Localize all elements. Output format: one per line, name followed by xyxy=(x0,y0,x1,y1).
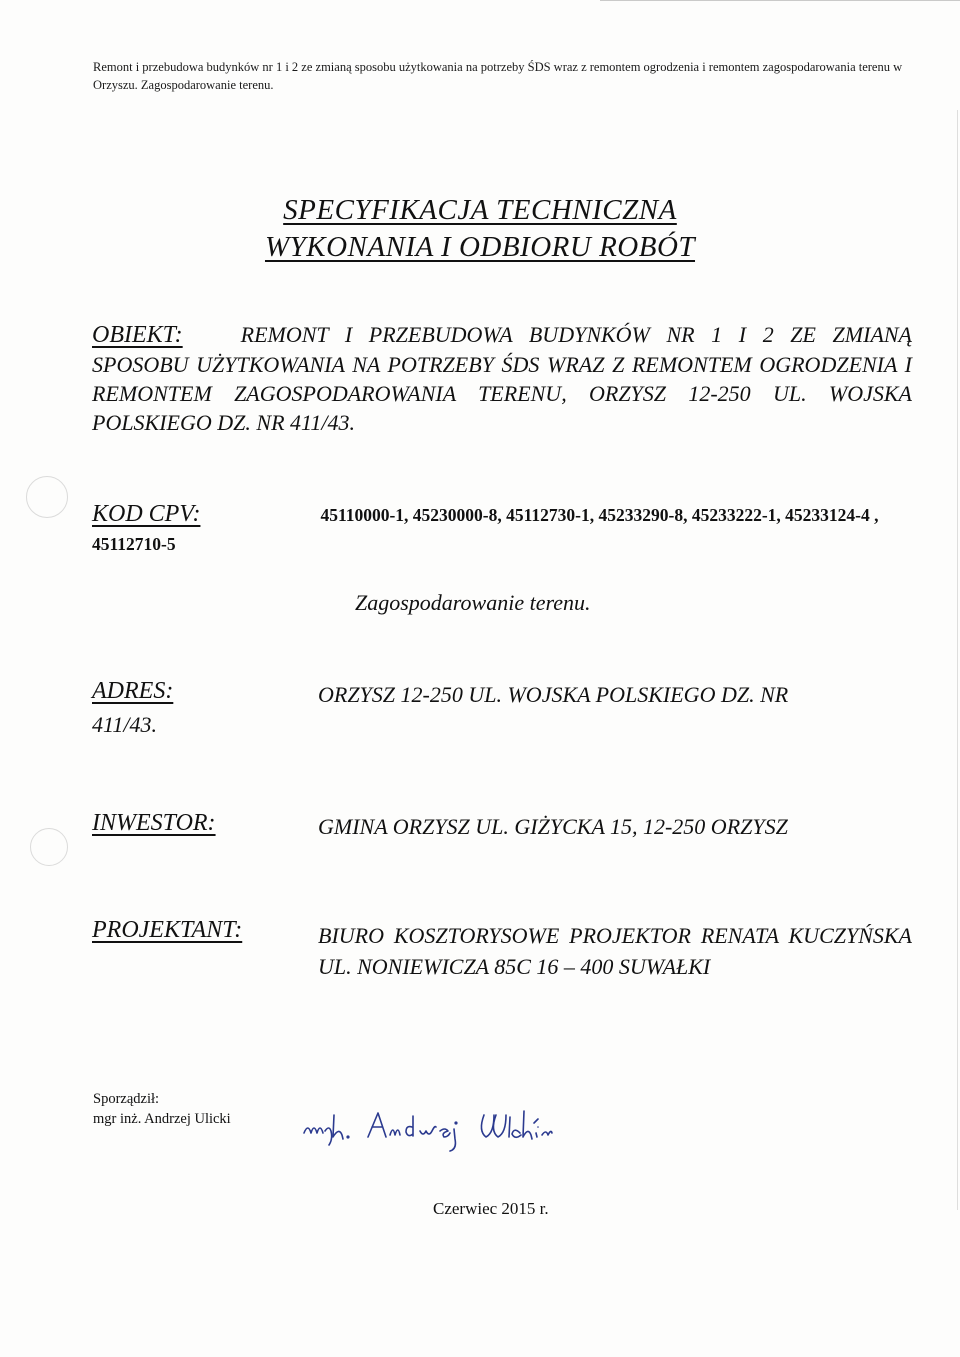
obiekt-label: OBIEKT: xyxy=(92,322,183,348)
adres-label: ADRES: xyxy=(92,678,174,704)
kod-cpv-label: KOD CPV: xyxy=(92,501,201,527)
kod-cpv-section xyxy=(92,500,912,559)
handwritten-signature xyxy=(298,1093,568,1153)
obiekt-section xyxy=(92,320,912,437)
document-date: Czerwiec 2015 r. xyxy=(433,1199,549,1218)
document-title xyxy=(0,192,960,266)
header-note: Remont i przebudowa budynków nr 1 i 2 ze zmianą sposobu użytkowania na potrzeby ŚDS wraz z remontem ogrodzenia i remontem zagospodarowania terenu w Orzyszu. Zagospodarowanie terenu. xyxy=(93,60,903,92)
title-line-1: SPECYFIKACJA TECHNICZNA xyxy=(283,194,677,226)
section-subtitle: Zagospodarowanie terenu. xyxy=(355,590,591,615)
scan-edge-top xyxy=(600,0,960,1)
prepared-by-label: Sporządził: xyxy=(93,1091,160,1107)
adres-value-continuation: 411/43. xyxy=(92,712,157,737)
inwestor-value: GMINA ORZYSZ UL. GIŻYCKA 15, 12-250 ORZYSZ xyxy=(318,814,788,839)
obiekt-value: REMONT I PRZEBUDOWA BUDYNKÓW NR 1 I 2 ZE ZMIANĄ SPOSOBU UŻYTKOWANIA NA POTRZEBY ŚDS WRAZ Z REMONTEM OGRODZENIA I REMONTEM ZAGOSPODAROWANIA TERENU, ORZYSZ 12-250 UL. WOJSKA POLSKIEGO DZ. NR 411/43. xyxy=(92,322,912,435)
scan-punch-mark xyxy=(26,476,68,518)
kod-cpv-value: 45110000-1, 45230000-8, 45112730-1, 45233290-8, 45233222-1, 45233124-4 , 45112710-5 xyxy=(92,505,879,554)
projektant-value: BIURO KOSZTORYSOWE PROJEKTOR RENATA KUCZYŃSKA UL. NONIEWICZA 85C 16 – 400 SUWAŁKI xyxy=(318,923,912,979)
inwestor-label: INWESTOR: xyxy=(92,810,216,836)
title-line-2: WYKONANIA I ODBIORU ROBÓT xyxy=(264,231,696,263)
scan-edge-right xyxy=(957,110,958,1210)
scan-punch-mark xyxy=(30,828,68,866)
prepared-by xyxy=(93,1089,231,1129)
adres-value: ORZYSZ 12-250 UL. WOJSKA POLSKIEGO DZ. NR xyxy=(318,682,789,707)
prepared-by-name: mgr inż. Andrzej Ulicki xyxy=(93,1111,231,1127)
projektant-label: PROJEKTANT: xyxy=(92,917,243,943)
